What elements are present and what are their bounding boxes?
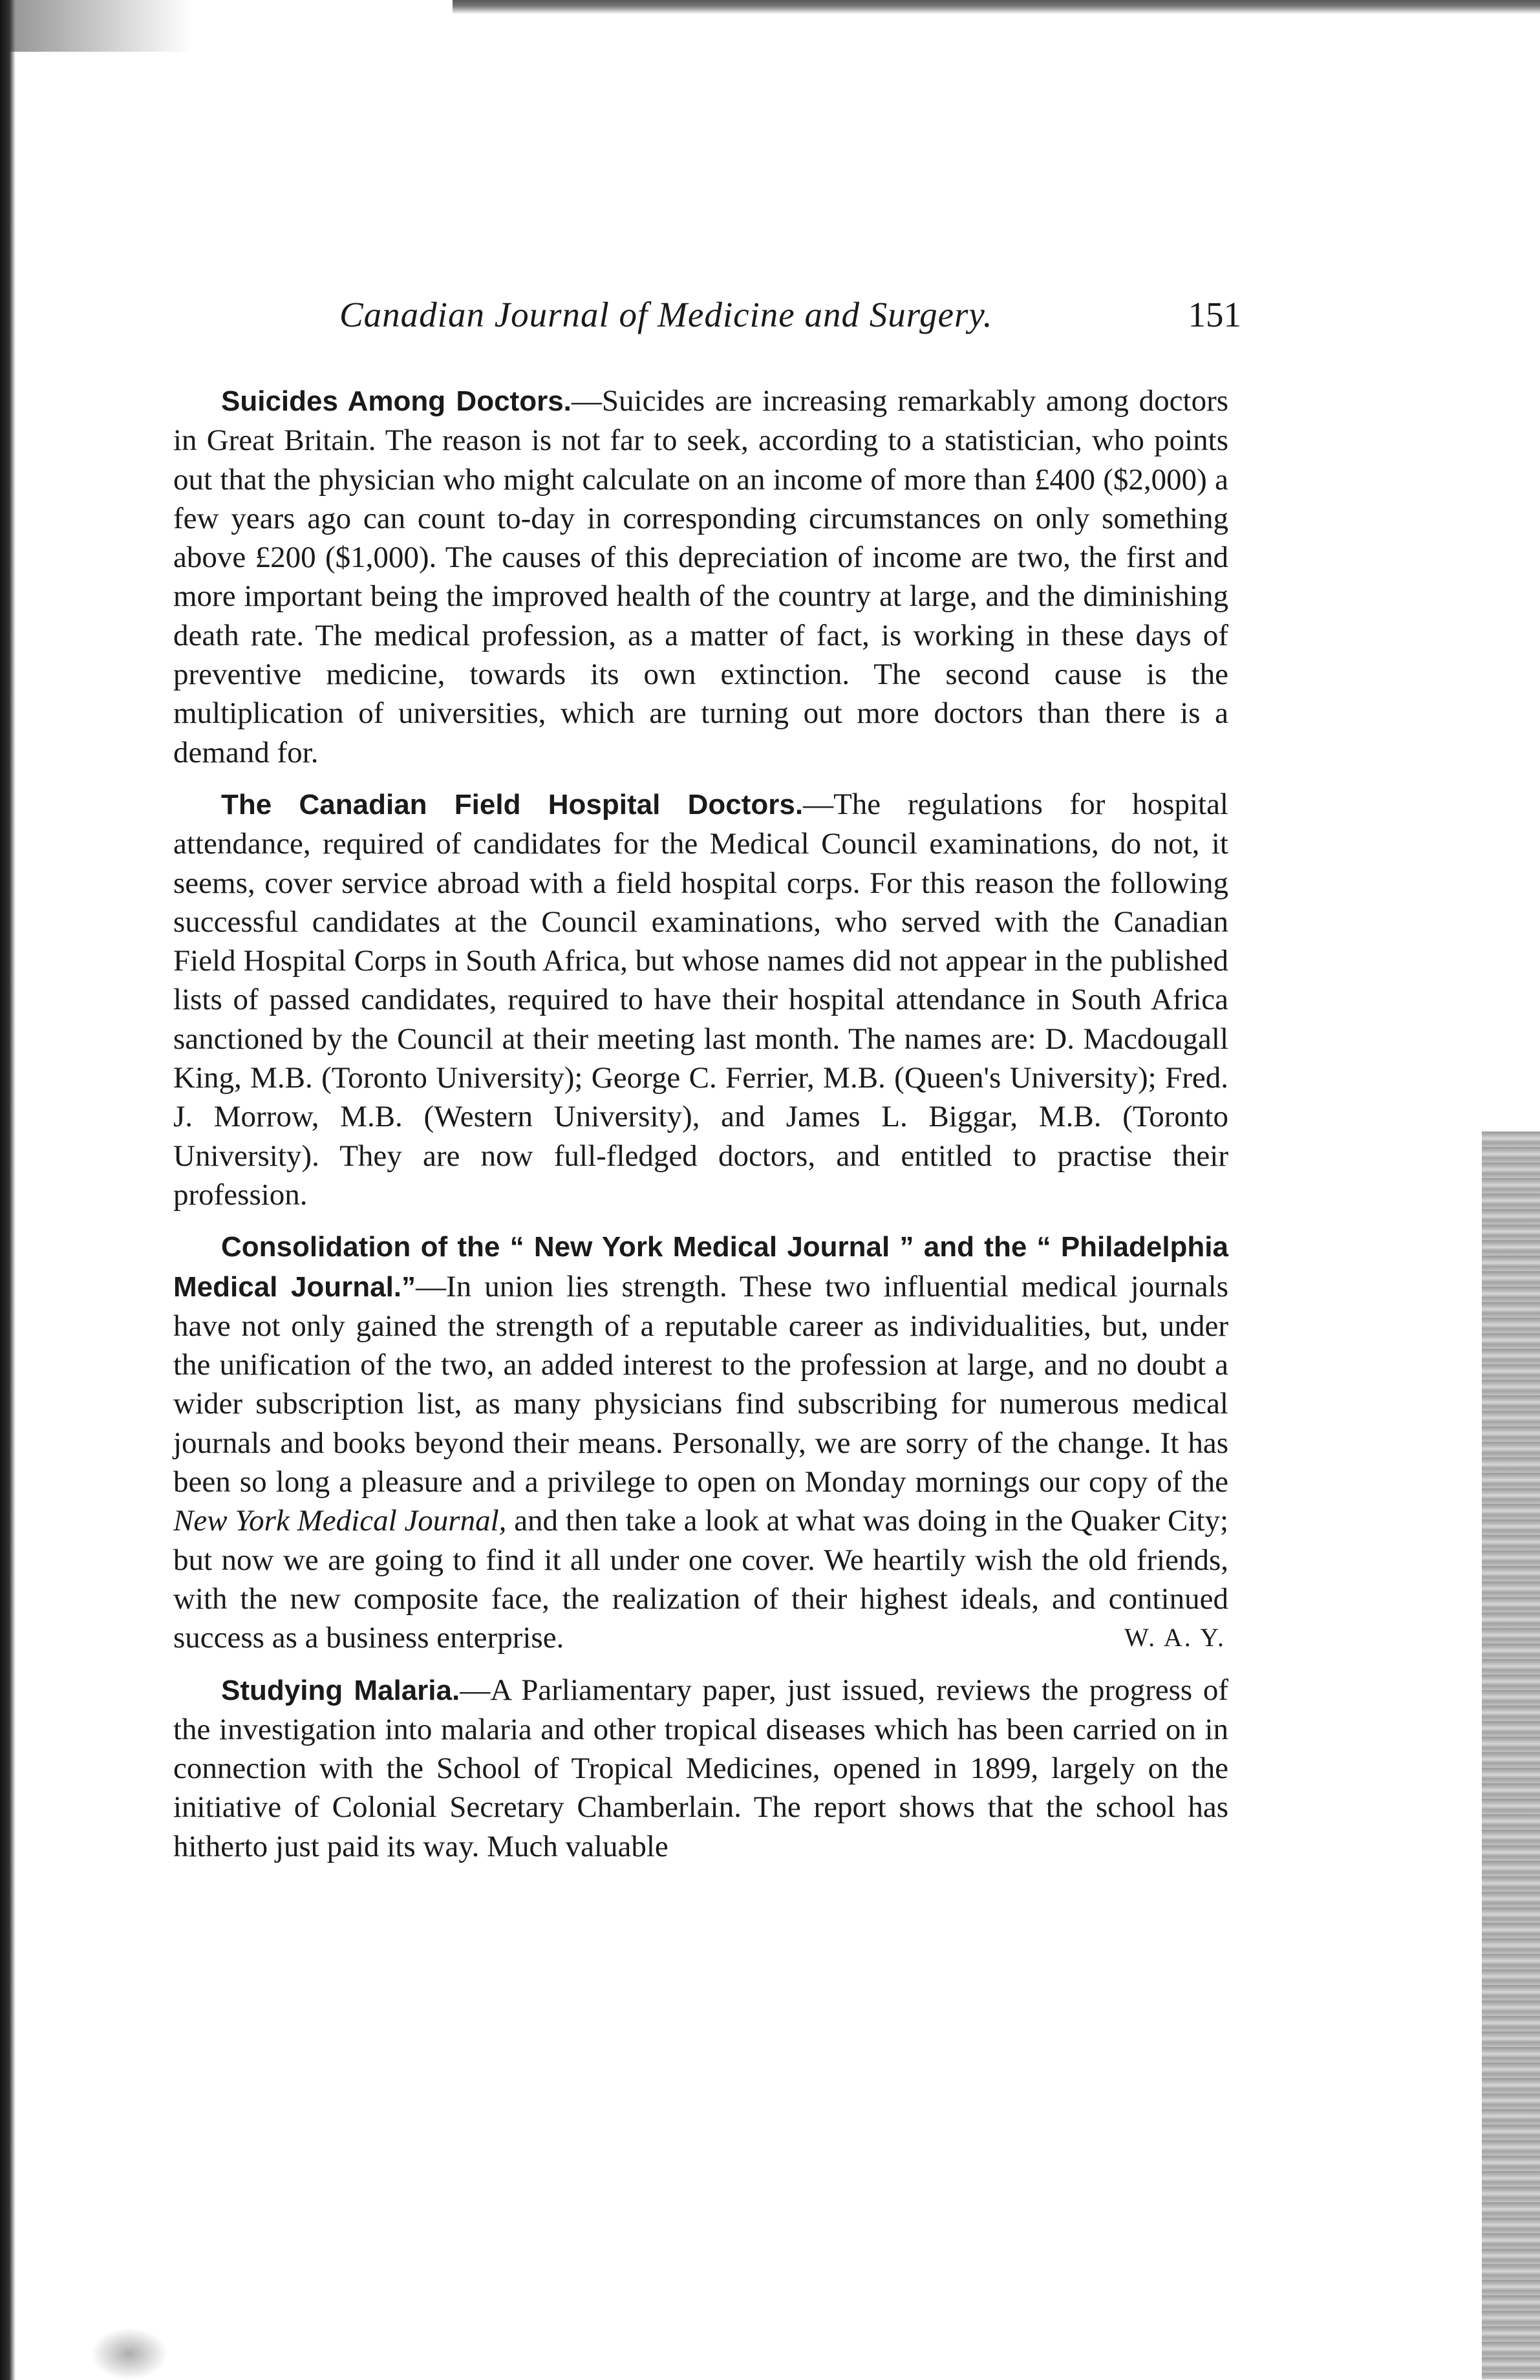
article-heading: The Canadian Field Hospital Doctors. <box>221 788 804 820</box>
journal-title-italic: New York Medical Journal, <box>173 1504 507 1538</box>
article-consolidation-of-journals <box>173 1227 1228 1657</box>
scan-top-edge <box>453 0 1540 14</box>
article-canadian-field-hospital-doctors <box>173 785 1228 1214</box>
article-body: —In union lies strength. These two influential medical journals have not only gained the strength of a reputable career as individualities, but, under the unification of the two, an added interest to the profession at large, and no doubt a wider subscription list, as many physicians find subscribing for numerous medical journals and books beyond their means. Personally, we are sorry of the change. It has been so long a pleasure and a privilege to open on Monday mornings our copy of the <box>173 1269 1229 1499</box>
article-heading: Studying Malaria. <box>221 1674 460 1706</box>
running-title: Canadian Journal of Medicine and Surgery. <box>339 295 993 334</box>
article-heading: Consolidation of the “ New York Medical Journal ” and the “ Philadelphia Medical Journal.” <box>173 1231 1228 1303</box>
author-signature: W. A. Y. <box>1124 1623 1226 1653</box>
running-head <box>339 294 1241 346</box>
page-number: 151 <box>1188 295 1241 334</box>
scan-left-edge <box>0 0 16 2380</box>
scan-top-left-shadow <box>0 0 194 52</box>
scan-bottom-left-smudge <box>91 2328 168 2380</box>
scan-right-edge <box>1482 1131 1540 2379</box>
article-body: —Suicides are increasing remarkably among doctors in Great Britain. The reason is not far to seek, according to a statistician, who points out that the physician who might calculate on an income of more than £400 ($2,000) a few years ago can count to-day in corresponding circumstances on only something above £200 ($1,000). The causes of this depreciation of income are two, the first and more important being the improved health of the country at large, and the diminishing death rate. The medical profession, as a matter of fact, is working in these days of preventive medicine, towards its own extinction. The second cause is the multiplication of universities, which are turning out more doctors than there is a demand for. <box>173 384 1229 769</box>
article-suicides-among-doctors <box>173 381 1228 772</box>
article-body-continued: and then take a look at what was doing in the Quaker City; but now we are going to find it all under one cover. We heartily wish the old friends, with the new composite face, the realization of their highest ideals, and continued success as a business enterprise. <box>173 1504 1228 1655</box>
article-body: —A Parliamentary paper, just issued, reviews the progress of the investigation into malaria and other tropical diseases which has been carried on in connection with the School of Tropical Medicines, opened in 1899, largely on the initiative of Colonial Secretary Chamberlain. The report shows that the school has hitherto just paid its way. Much valuable <box>173 1673 1228 1863</box>
article-heading: Suicides Among Doctors. <box>221 385 572 417</box>
article-studying-malaria <box>173 1671 1228 1866</box>
text-column <box>173 381 1228 1879</box>
article-body: —The regulations for hospital attendance, required of candidates for the Medical Council examinations, do not, it seems, cover service abroad with a field hospital corps. For this reason the following successful candidates at the Council examinations, who served with the Canadian Field Hospital Corps in South Africa, but whose names did not appear in the published lists of passed candidates, required to have their hospital attendance in South Africa sanctioned by the Council at their meeting last month. The names are: D. Macdougall King, M.B. (Toronto University); George C. Ferrier, M.B. (Queen's University); Fred. J. Morrow, M.B. (Western University), and James L. Biggar, M.B. (Toronto University). They are now full-fledged doctors, and entitled to practise their profession. <box>173 787 1228 1212</box>
